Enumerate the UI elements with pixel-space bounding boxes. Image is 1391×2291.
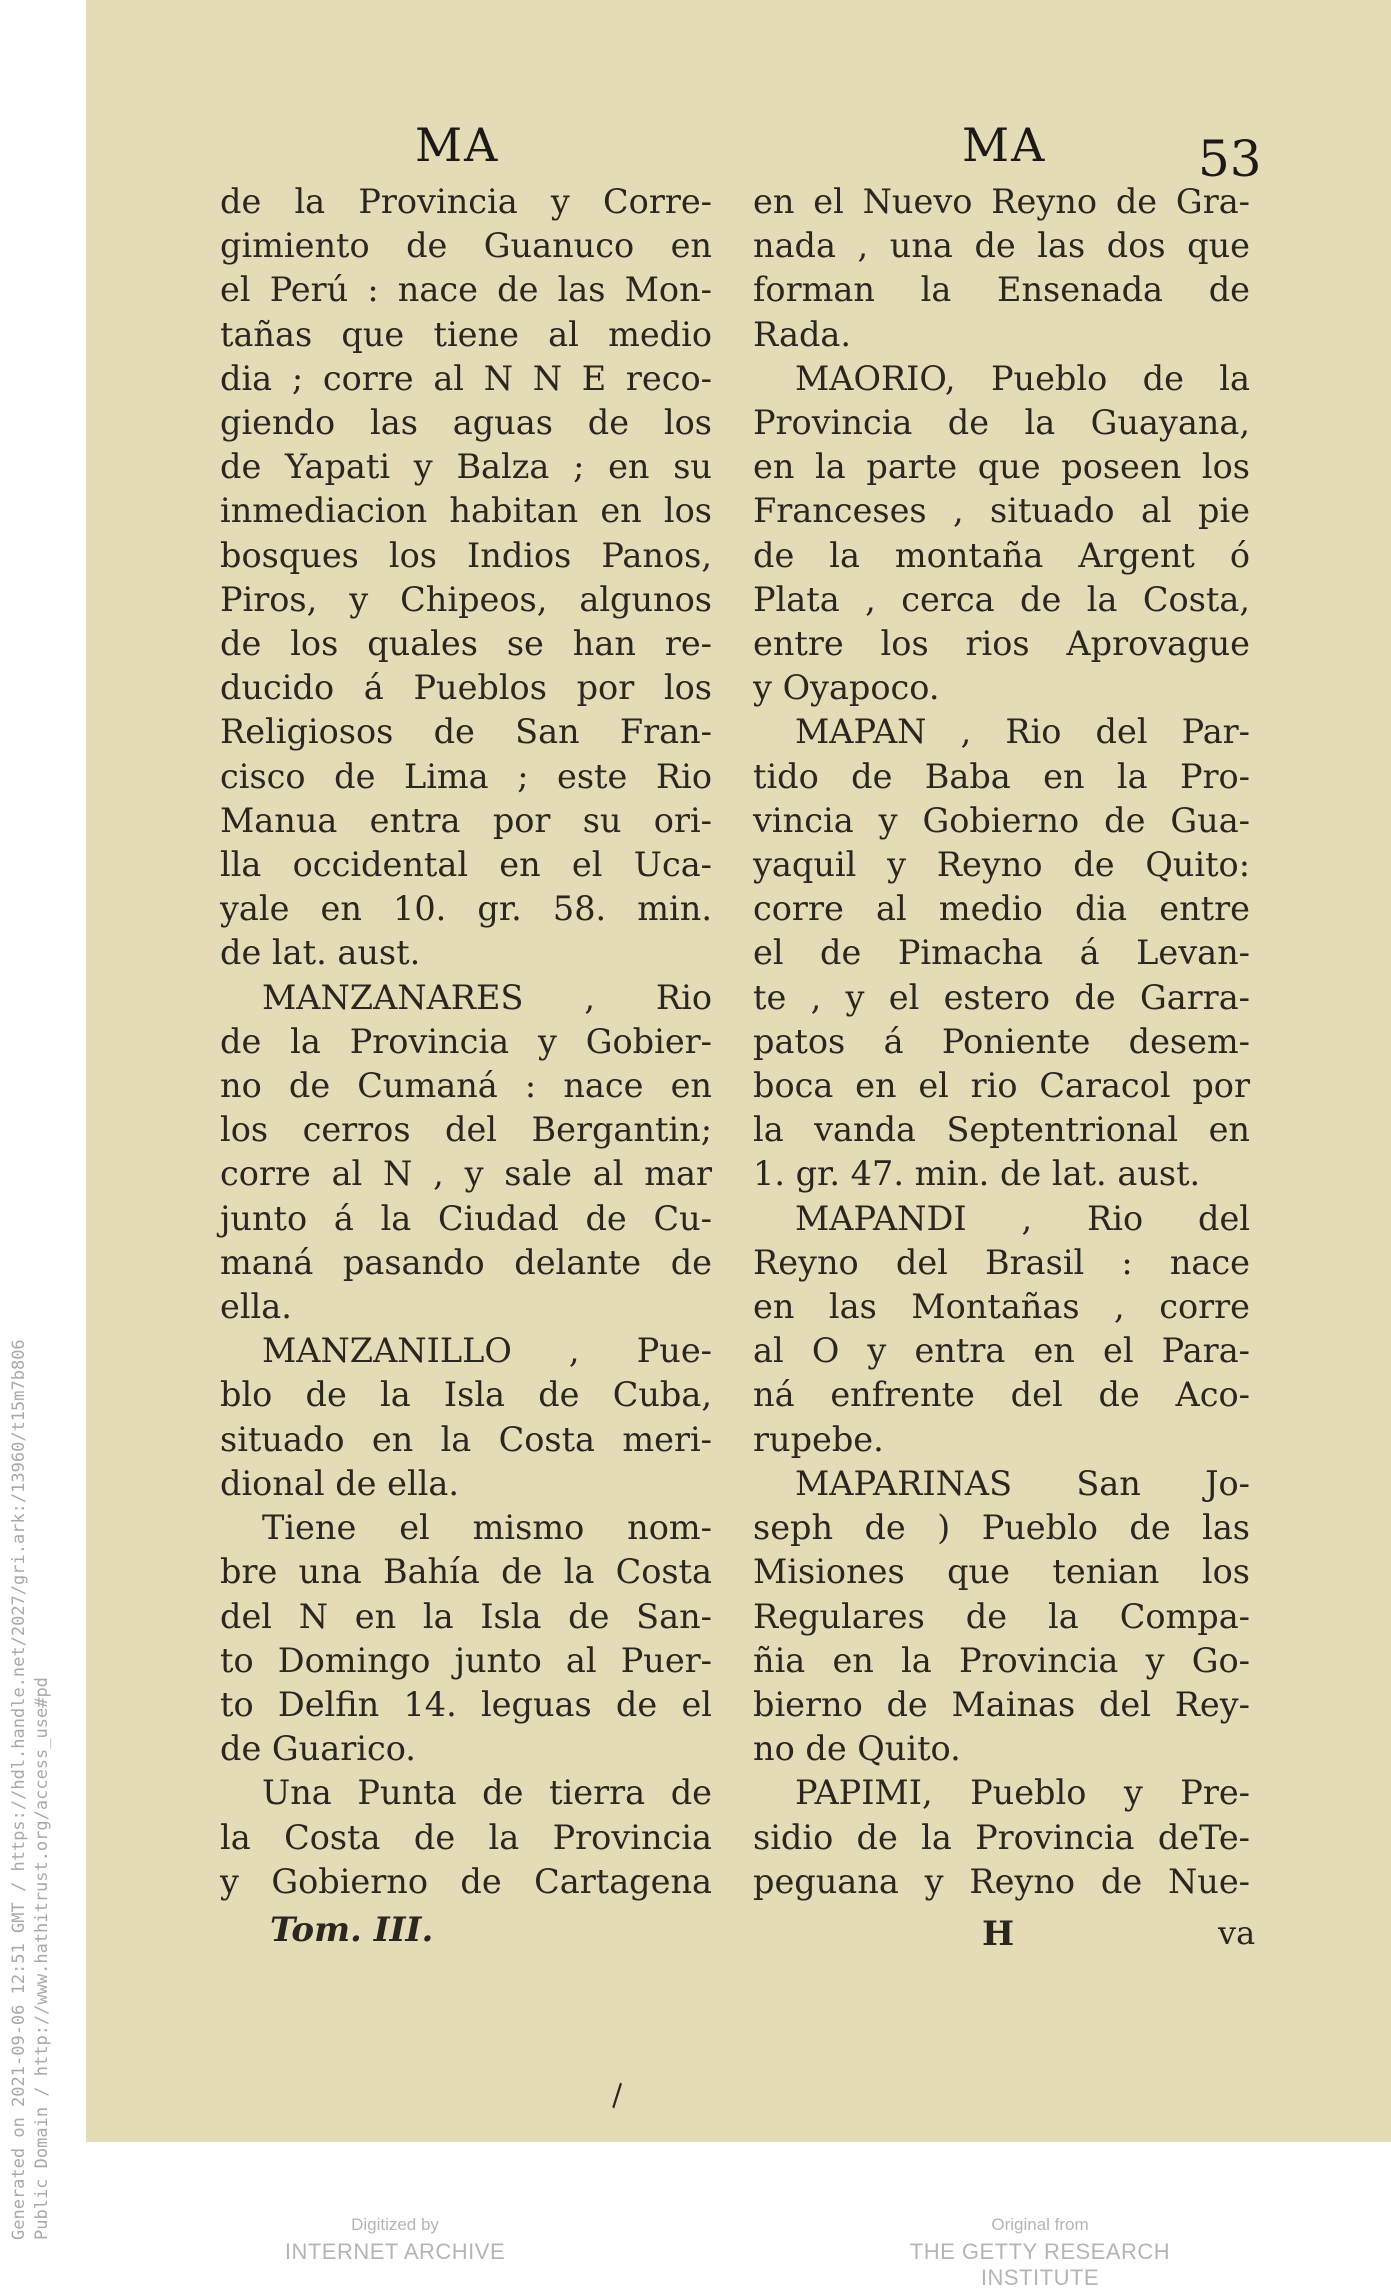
text-line: rupebe. bbox=[753, 1419, 884, 1459]
text-line: dional de ella. bbox=[220, 1463, 460, 1503]
text-line: tañas que tiene al medio bbox=[220, 314, 712, 354]
text-line: de lat. aust. bbox=[220, 933, 421, 973]
text-line: vincia y Gobierno de Gua- bbox=[753, 800, 1250, 840]
text-line: ná enfrente del de Aco- bbox=[753, 1375, 1250, 1415]
text-line: te , y el estero de Garra- bbox=[753, 977, 1250, 1017]
generated-note-line: Generated on 2021-09-06 12:51 GMT / https://hdl.handle.net/2027/gri.ark:/13960/t15m7b806 bbox=[9, 1339, 29, 2240]
text-line: 1. gr. 47. min. de lat. aust. bbox=[753, 1154, 1201, 1194]
text-line: inmediacion habitan en los bbox=[220, 491, 712, 531]
volume-signature: Tom. III. bbox=[270, 1910, 434, 1950]
text-line: de la Provincia y Corre- bbox=[220, 182, 712, 221]
text-line: sidio de la Provincia deTe- bbox=[753, 1817, 1250, 1857]
internet-archive-label: INTERNET ARCHIVE bbox=[284, 2239, 506, 2264]
text-line: no de Cumaná : nace en bbox=[220, 1066, 712, 1106]
text-line: blo de la Isla de Cuba, bbox=[220, 1375, 712, 1415]
text-line: PAPIMI, Pueblo y Pre- bbox=[795, 1773, 1250, 1813]
text-line: el de Pimacha á Levan- bbox=[753, 933, 1250, 973]
text-line: Plata , cerca de la Costa, bbox=[753, 579, 1250, 619]
text-line: boca en el rio Caracol por bbox=[753, 1066, 1250, 1106]
text-line: bierno de Mainas del Rey- bbox=[753, 1684, 1250, 1724]
text-line: en la parte que poseen los bbox=[753, 447, 1250, 487]
text-line: yale en 10. gr. 58. min. bbox=[220, 889, 712, 929]
hathitrust-margin-note bbox=[0, 0, 52, 2240]
text-line: MANZANILLO , Pue- bbox=[262, 1331, 712, 1371]
text-line: MANZANARES , Rio bbox=[262, 977, 712, 1017]
text-line: en el Nuevo Reyno de Gra- bbox=[753, 182, 1250, 221]
text-line: Piros, y Chipeos, algunos bbox=[220, 579, 712, 619]
text-line: Misiones que tenian los bbox=[753, 1552, 1250, 1592]
text-line: Franceses , situado al pie bbox=[753, 491, 1250, 531]
ink-mark: \ bbox=[602, 2078, 632, 2113]
text-line: de los quales se han re- bbox=[220, 624, 712, 664]
text-line: en las Montañas , corre bbox=[753, 1287, 1250, 1327]
text-line: patos á Poniente desem- bbox=[753, 1021, 1250, 1061]
digitized-by-label: Digitized by bbox=[351, 2215, 439, 2234]
getty-institute-label: THE GETTY RESEARCH INSTITUTE bbox=[909, 2239, 1171, 2290]
text-line: dia ; corre al N N E reco- bbox=[220, 358, 712, 398]
text-line: forman la Ensenada de bbox=[753, 270, 1250, 310]
text-line: Rada. bbox=[753, 314, 852, 354]
text-line: ducido á Pueblos por los bbox=[220, 668, 712, 708]
text-line: del N en la Isla de San- bbox=[220, 1596, 712, 1636]
text-line: yaquil y Reyno de Quito: bbox=[753, 845, 1250, 885]
text-line: Provincia de la Guayana, bbox=[753, 403, 1250, 443]
running-header-right: MA bbox=[962, 118, 1047, 172]
text-line: Religiosos de San Fran- bbox=[220, 712, 712, 752]
text-line: MAORIO, Pueblo de la bbox=[795, 358, 1250, 398]
text-line: junto á la Ciudad de Cu- bbox=[220, 1198, 712, 1238]
gathering-letter: H bbox=[982, 1914, 1015, 1954]
text-line: cisco de Lima ; este Rio bbox=[220, 756, 712, 796]
text-line: la Costa de la Provincia bbox=[220, 1817, 712, 1857]
text-line: bre una Bahía de la Costa bbox=[220, 1552, 712, 1592]
text-line: seph de ) Pueblo de las bbox=[753, 1508, 1250, 1548]
text-line: lla occidental en el Uca- bbox=[220, 845, 712, 885]
text-line: de la montaña Argent ó bbox=[753, 535, 1250, 575]
text-line: MAPARINAS San Jo- bbox=[795, 1463, 1250, 1503]
left-text-column bbox=[220, 180, 712, 1904]
text-line: situado en la Costa meri- bbox=[220, 1419, 712, 1459]
text-line: to Domingo junto al Puer- bbox=[220, 1640, 712, 1680]
text-line: Manua entra por su ori- bbox=[220, 800, 712, 840]
text-line: la vanda Septentrional en bbox=[753, 1110, 1250, 1150]
original-from-credit bbox=[850, 2215, 1230, 2291]
text-line: ñia en la Provincia y Go- bbox=[753, 1640, 1250, 1680]
text-line: to Delfin 14. leguas de el bbox=[220, 1684, 712, 1724]
text-line: y Oyapoco. bbox=[753, 668, 940, 708]
text-line: Reyno del Brasil : nace bbox=[753, 1242, 1250, 1282]
digitized-by-credit bbox=[240, 2215, 550, 2265]
text-line: ella. bbox=[220, 1287, 292, 1327]
text-line: gimiento de Guanuco en bbox=[220, 226, 712, 266]
original-from-label: Original from bbox=[991, 2215, 1089, 2234]
text-line: entre los rios Aprovague bbox=[753, 624, 1250, 664]
text-line: y Gobierno de Cartagena bbox=[220, 1861, 712, 1901]
text-line: nada , una de las dos que bbox=[753, 226, 1250, 266]
text-line: de Yapati y Balza ; en su bbox=[220, 447, 712, 487]
text-line: el Perú : nace de las Mon- bbox=[220, 270, 712, 310]
text-line: los cerros del Bergantin; bbox=[220, 1110, 712, 1150]
text-line: de Guarico. bbox=[220, 1729, 416, 1769]
text-line: Una Punta de tierra de bbox=[262, 1773, 712, 1813]
text-line: al O y entra en el Para- bbox=[753, 1331, 1250, 1371]
text-line: Tiene el mismo nom- bbox=[262, 1508, 712, 1548]
text-line: bosques los Indios Panos, bbox=[220, 535, 712, 575]
text-line: no de Quito. bbox=[753, 1729, 961, 1769]
right-text-column bbox=[753, 180, 1250, 1904]
text-line: corre al N , y sale al mar bbox=[220, 1154, 712, 1194]
text-line: giendo las aguas de los bbox=[220, 403, 712, 443]
text-line: peguana y Reyno de Nue- bbox=[753, 1861, 1250, 1901]
running-header-left: MA bbox=[415, 118, 500, 172]
public-domain-note-line: Public Domain / http://www.hathitrust.org/access_use#pd bbox=[32, 1677, 52, 2240]
text-line: Regulares de la Compa- bbox=[753, 1596, 1250, 1636]
text-line: maná pasando delante de bbox=[220, 1242, 712, 1282]
text-line: tido de Baba en la Pro- bbox=[753, 756, 1250, 796]
text-line: MAPAN , Rio del Par- bbox=[795, 712, 1250, 752]
text-line: corre al medio dia entre bbox=[753, 889, 1250, 929]
catchword: va bbox=[1218, 1914, 1256, 1952]
page-number: 53 bbox=[1198, 130, 1262, 188]
text-line: MAPANDI , Rio del bbox=[795, 1198, 1250, 1238]
text-line: de la Provincia y Gobier- bbox=[220, 1021, 712, 1061]
